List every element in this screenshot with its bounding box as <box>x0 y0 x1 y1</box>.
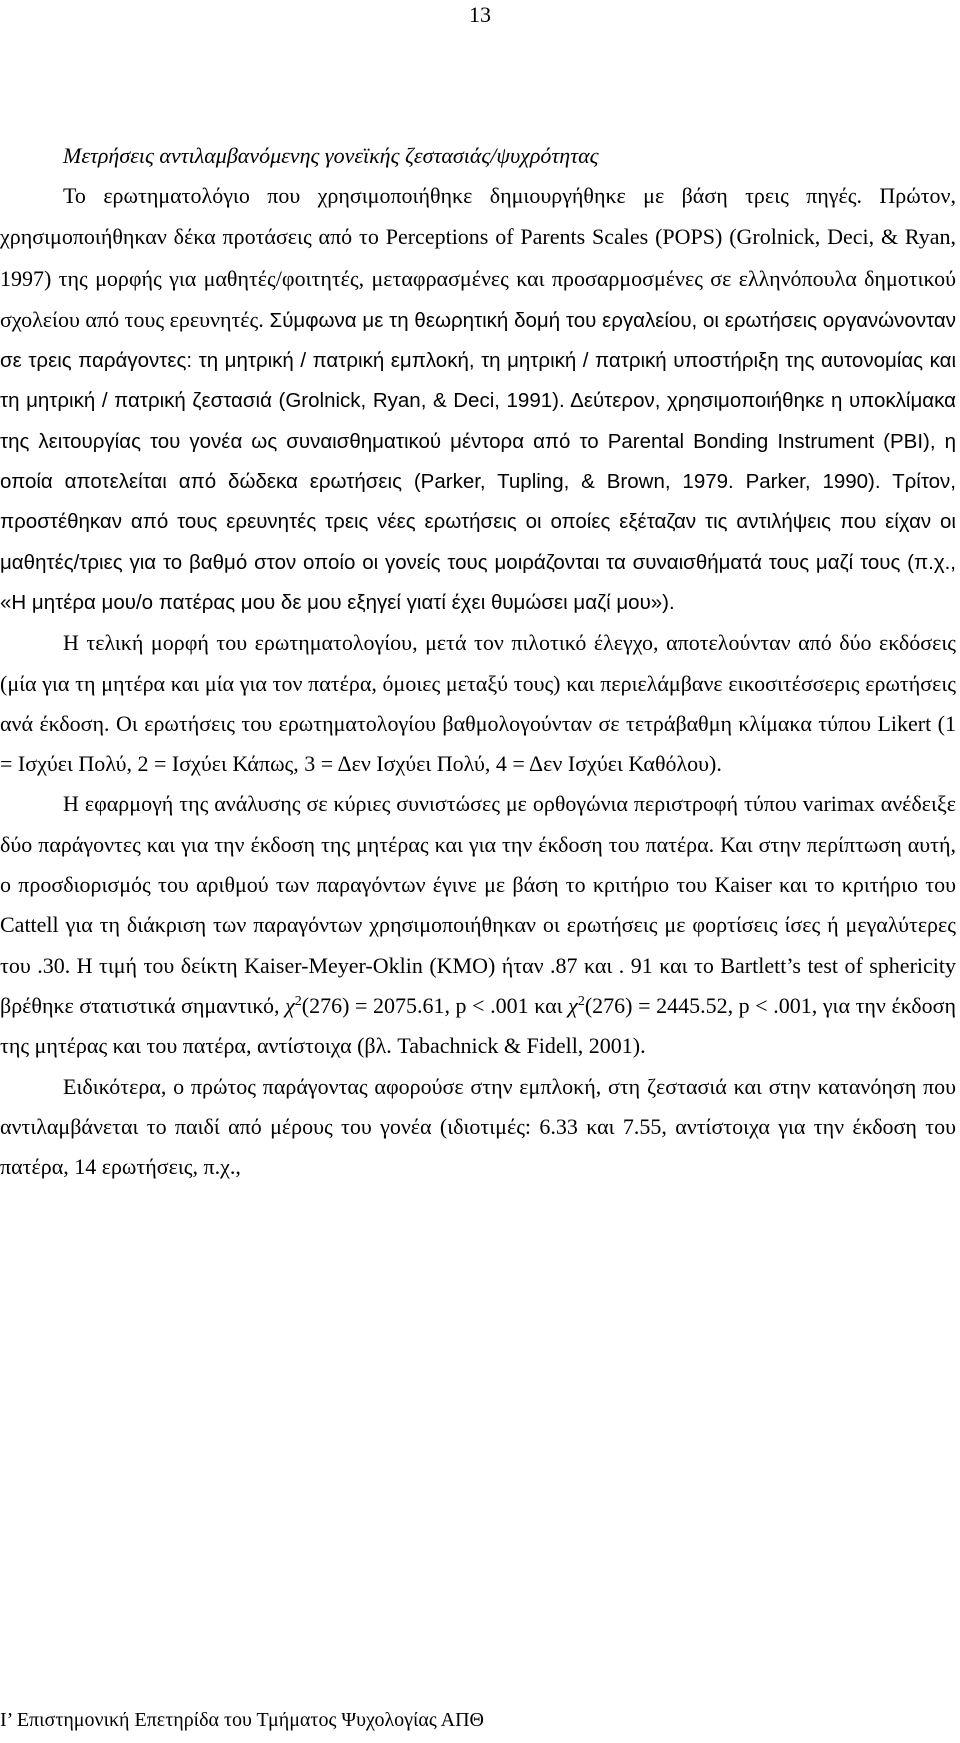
paragraph-sentence: Τρίτον, προστέθηκαν από τους ερευνητές τρεις νέες ερωτήσεις οι οποίες εξέταζαν τις αντιλήψεις που είχαν οι μαθητές/τριες για το βαθμό στον οποίο οι γονείς τους μοιράζονται τα συναισθήματά τους μαζί τους (π.χ., «Η μητέρα μου/ο πατέρας μου δε μου εξηγεί γιατί έχει θυμώσει μαζί μου»). <box>0 470 956 614</box>
paragraph-sentence: Δεύτερον, χρησιμοποιήθηκε η υποκλίμακα της λειτουργίας του γονέα ως συναισθηματικού μέντορα από το Parental Bonding Instrument (PBI), η οποία αποτελείται από δώδεκα ερωτήσεις (Parker, Tupling, & Brown, 1979. Parker, 1990). <box>0 389 956 494</box>
paragraph-first-factor: Ειδικότερα, ο πρώτος παράγοντας αφορούσε στην εμπλοκή, στη ζεστασιά και στην κατανόηση που αντιλαμβάνεται το παιδί από μέρους του γονέα (ιδιοτιμές: 6.33 και 7.55, αντίστοιχα για την έκδοση του πατέρα, 14 ερωτήσεις, π.χ., <box>0 1073 956 1180</box>
chi-symbol: χ <box>568 992 578 1018</box>
paragraph-sentence: Το ερωτηματολόγιο που χρησιμοποιήθηκε δημιουργήθηκε με βάση τρεις πηγές. Πρώτον, χρησιμοποιήθηκαν δέκα προτάσεις από το Perceptions of Parents Scales (POPS) (Grolnick, Deci, & Ryan, 1997) της μορφής για μαθητές/φοιτητές, μεταφρασμένες και προσαρμοσμένες σε ελληνόπουλα δημοτικού σχολείου από τους ερευνητές. <box>0 183 956 332</box>
paragraph-questionnaire-sources <box>0 176 956 623</box>
paragraph-text: Η εφαρμογή της ανάλυσης σε κύριες συνιστώσες με ορθογώνια περιστροφή τύπου varimax ανέδειξε δύο παράγοντες και για την έκδοση της μητέρας και για την έκδοση του πατέρα. Και στην περίπτωση αυτή, ο προσδιορισμός του αριθμού των παραγόντων έγινε με βάση το κριτήριο του Kaiser και το κριτήριο του Cattell για τη διάκριση των παραγόντων χρησιμοποιήθηκαν οι ερωτήσεις με φορτίσεις ίσες ή μεγαλύτερες του .30. Η τιμή του δείκτη Kaiser-Meyer-Oklin (KMO) ήταν .87 και . 91 και το Bartlett’s test of sphericity βρέθηκε στατιστικά σημαντικό, <box>0 791 956 1018</box>
page-body <box>0 136 956 1187</box>
chi-symbol: χ <box>285 992 295 1018</box>
superscript: 2 <box>294 993 302 1009</box>
section-heading: Μετρήσεις αντιλαμβανόμενης γονεϊκής ζεστασιάς/ψυχρότητας <box>63 143 599 168</box>
paragraph-factor-analysis <box>0 784 956 1066</box>
paragraph-text: (276) = 2445.52, p < .001, για την έκδοση της μητέρας και του πατέρα, αντίστοιχα (βλ. Tabachnick & Fidell, 2001). <box>0 992 957 1059</box>
paragraph-sentence: Σύμφωνα με τη θεωρητική δομή του εργαλείου, οι ερωτήσεις οργανώνονταν σε τρεις παράγοντες: τη μητρική / πατρική εμπλοκή, τη μητρική / πατρική υποστήριξη της αυτονομίας και τη μητρική / πατρική ζεστασιά (Grolnick, Ryan, & Deci, 1991). <box>0 308 956 413</box>
paragraph-final-form: Η τελική μορφή του ερωτηματολογίου, μετά τον πιλοτικό έλεγχο, αποτελούνταν από δύο εκδόσεις (μία για τη μητέρα και μία για τον πατέρα, όμοιες μεταξύ τους) και περιελάμβανε εικοσιτέσσερις ερωτήσεις ανά έκδοση. Οι ερωτήσεις του ερωτηματολογίου βαθμολογούνταν σε τετράβαθμη κλίμακα τύπου Likert (1 = Ισχύει Πολύ, 2 = Ισχύει Κάπως, 3 = Δεν Ισχύει Πολύ, 4 = Δεν Ισχύει Καθόλου). <box>0 630 956 777</box>
page-number: 13 <box>469 2 491 27</box>
paragraph-text: (276) = 2075.61, p < .001 και <box>301 992 563 1018</box>
superscript: 2 <box>577 993 585 1009</box>
page-footer: Ι’ Επιστημονική Επετηρίδα του Τμήματος Ψυχολογίας ΑΠΘ <box>0 1709 484 1731</box>
